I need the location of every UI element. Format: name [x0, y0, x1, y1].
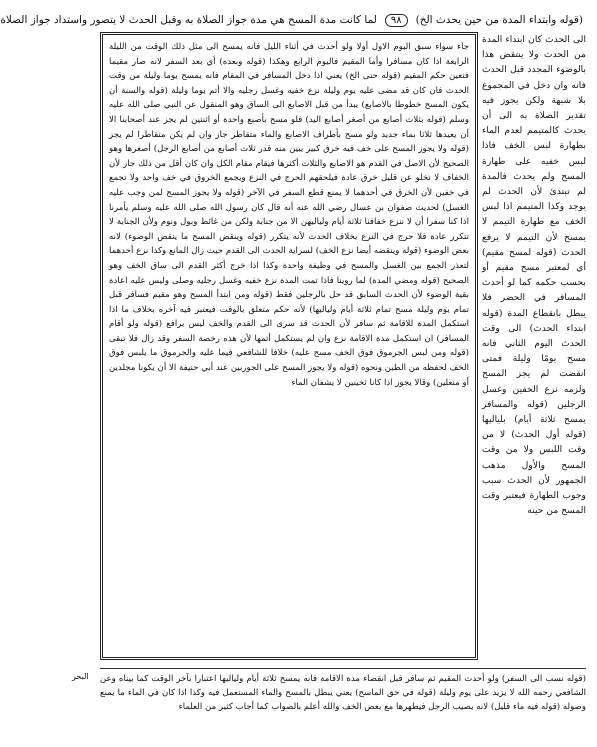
page-header — [0, 10, 583, 30]
footnote-divider — [100, 668, 586, 669]
footnote-text: (قوله نسب الى السفر) ولو أحدث المقيم ثم سافر قبل انقضاء مدة الاقامة فانه يمسح ثلاثة أيام ولياليها اعتبارا بآخر الوقت كما بيناه وعن الشافعي رحمه الله لا يزيد على يوم وليلة (قوله في حق الماسح) يعني يبطل بالمسح والماء المستعمل فيه وكذا اذا كان في الماء ما يمنع وصوله (قوله فيه ماء قليل) لانه يصيب الرجل فيطهرها مع بعض الخف والله أعلم بالصواب كما أجاب كثير من العلماء — [100, 674, 586, 712]
side-commentary-text: الى الحدث كان ابتداء المدة من الحدث ولا ينتقض هذا بالوضوء المجدد قبل الحدث فانه وان دخل في المجموع بلا شبهة ولكن يجوز فيه تقدير الصلاة به الى أن يحدث كالمتيمم لعدم الماء بطهارة لبس الخف فاذا لبس خفيه على طهارة المسح ولم يحدث فالمدة لم تبتدئ لأن الحدث لم يوجد وكذا المتيمم اذا لبس الخف مع طهارة التيمم لا يمسح لأن التيمم لا يرفع الحدث (قوله لمسح مقيم) أي لمعتبر مسح مقيم أو بحسب حكمه كما لو أحدث المسافر في الحضر فلا يبطل بانقطاع المدة (قوله ابتداء الحدث) الى وقت الحدث اليوم الثاني فانه مسح يومًا وليلة فمتى انقضت لم يجز المسح ولزمه نزع الخفين وغسل الرجلين (قوله والمسافر يمسح ثلاثة أيام) بلياليها (قوله أول الحدث) لا من وقت اللبس ولا من وقت المسح والأول مذهب الجمهور لأن الحدث سبب وجوب الطهارة فيعتبر وقت المسح من حينه — [482, 34, 586, 517]
main-text-frame — [100, 32, 478, 660]
margin-note: البحر — [72, 672, 89, 681]
main-text-paragraph: جاء سواء سبق اليوم الاول أولا ولو أحدث في أثناء الليل فانه يمسح الى مثل ذلك الوقت من الليلة الرابعة اذا كان مسافرا وأما المقيم فاليوم الرابع وهكذا (قوله وبعده) أي بعد السفر لانه صار مقيما فتعين حكم المقيم (قوله حتى الخ) يعني اذا دخل المسافر في المقام فانه يمسح يوما وليلة من وقت الحدث فان كان قد مضى عليه يوم وليلة نزع خفيه وغسل رجليه والا أتم يوما وليلة (قوله والسنة أن يكون المسح خطوطا بالاصابع) يبدأ من قبل الاصابع الى الساق وهو المنقول عن النبي صلى الله عليه وسلم (قوله بثلاث أصابع من أصغر أصابع اليد) فلو مسح بأصبع واحدة أو اثنتين لم يجز عند أصحابنا الا أن يعيدها ثلاثا بماء جديد ولو مسح بأطراف الاصابع والماء متقاطر جاز وان لم يكن متقاطرا لم يجز (قوله ولا يجوز المسح على خف فيه خرق كبير يبين منه قدر ثلاث أصابع من أصابع الرجل) أصغرها وهو الصحيح لأن الاصل في القدم هو الاصابع والثلاث أكثرها فيقام مقام الكل وان كان أقل من ذلك جاز لأن الخفاف لا تخلو عن قليل خرق عادة فيلحقهم الحرج في النزع ويجمع الخروق في خف واحد ولا تجمع في خفين لأن الخرق في أحدهما لا يمنع قطع السفر في الآخر (قوله ولا يجوز المسح لمن وجب عليه الغسل) لحديث صفوان بن عسال رضي الله عنه أنه قال كان رسول الله صلى الله عليه وسلم يأمرنا اذا كنا سفرا أن لا ننزع خفافنا ثلاثة أيام ولياليهن الا من جنابة ولكن من غائط وبول ونوم ولأن الجنابة لا تتكرر عادة فلا حرج في النزع بخلاف الحدث لأنه يتكرر (قوله وينقض المسح ما ينقض الوضوء) لانه بعض الوضوء (قوله وينقضه أيضا نزع الخف) لسراية الحدث الى القدم حيث زال المانع وكذا نزع أحدهما لتعذر الجمع بين الغسل والمسح في وظيفة واحدة وكذا اذا خرج أكثر القدم الى ساق الخف وهو الصحيح (قوله ومضي المدة) لما روينا فاذا تمت المدة نزع خفيه وغسل رجليه وصلى وليس عليه اعادة بقية الوضوء لأن الحدث السابق قد حل بالرجلين فقط (قوله ومن ابتدأ المسح وهو مقيم فسافر قبل تمام يوم وليلة مسح تمام ثلاثة أيام ولياليها) لأنه حكم متعلق بالوقت فيعتبر فيه آخره بخلاف ما اذا استكمل المدة للاقامة ثم سافر لأن الحدث قد سرى الى القدم والخف ليس برافع (قوله ولو أقام المسافر) ان استكمل مدة الاقامة نزع وان لم يستكمل أتمها لأن هذه رخصة السفر وقد زال فلا تبقى (قوله ومن لبس الجرموق فوق الخف مسح عليه) خلافا للشافعي فيما عليه والجرموق ما يلبس فوق الخف لحفظه من الطين ونحوه (قوله ولا يجوز المسح على الجوربين عند أبي حنيفة الا أن يكونا مجلدين أو منعلين) وقالا يجوز اذا كانا ثخينين لا يشفان الماء — [109, 42, 469, 388]
side-commentary-column — [482, 32, 586, 660]
footnote-block — [100, 672, 586, 714]
page-number: ٩٨ — [385, 14, 408, 27]
main-text-block — [109, 40, 469, 652]
header-left-title: لما كانت مدة المسح هي مدة جواز الصلاة به وقبل الحدث لا يتصور واستداد جواز الصلاة — [0, 14, 377, 26]
header-right-title: (قوله وابتداء المدة من حين يحدث الخ) — [415, 14, 583, 26]
